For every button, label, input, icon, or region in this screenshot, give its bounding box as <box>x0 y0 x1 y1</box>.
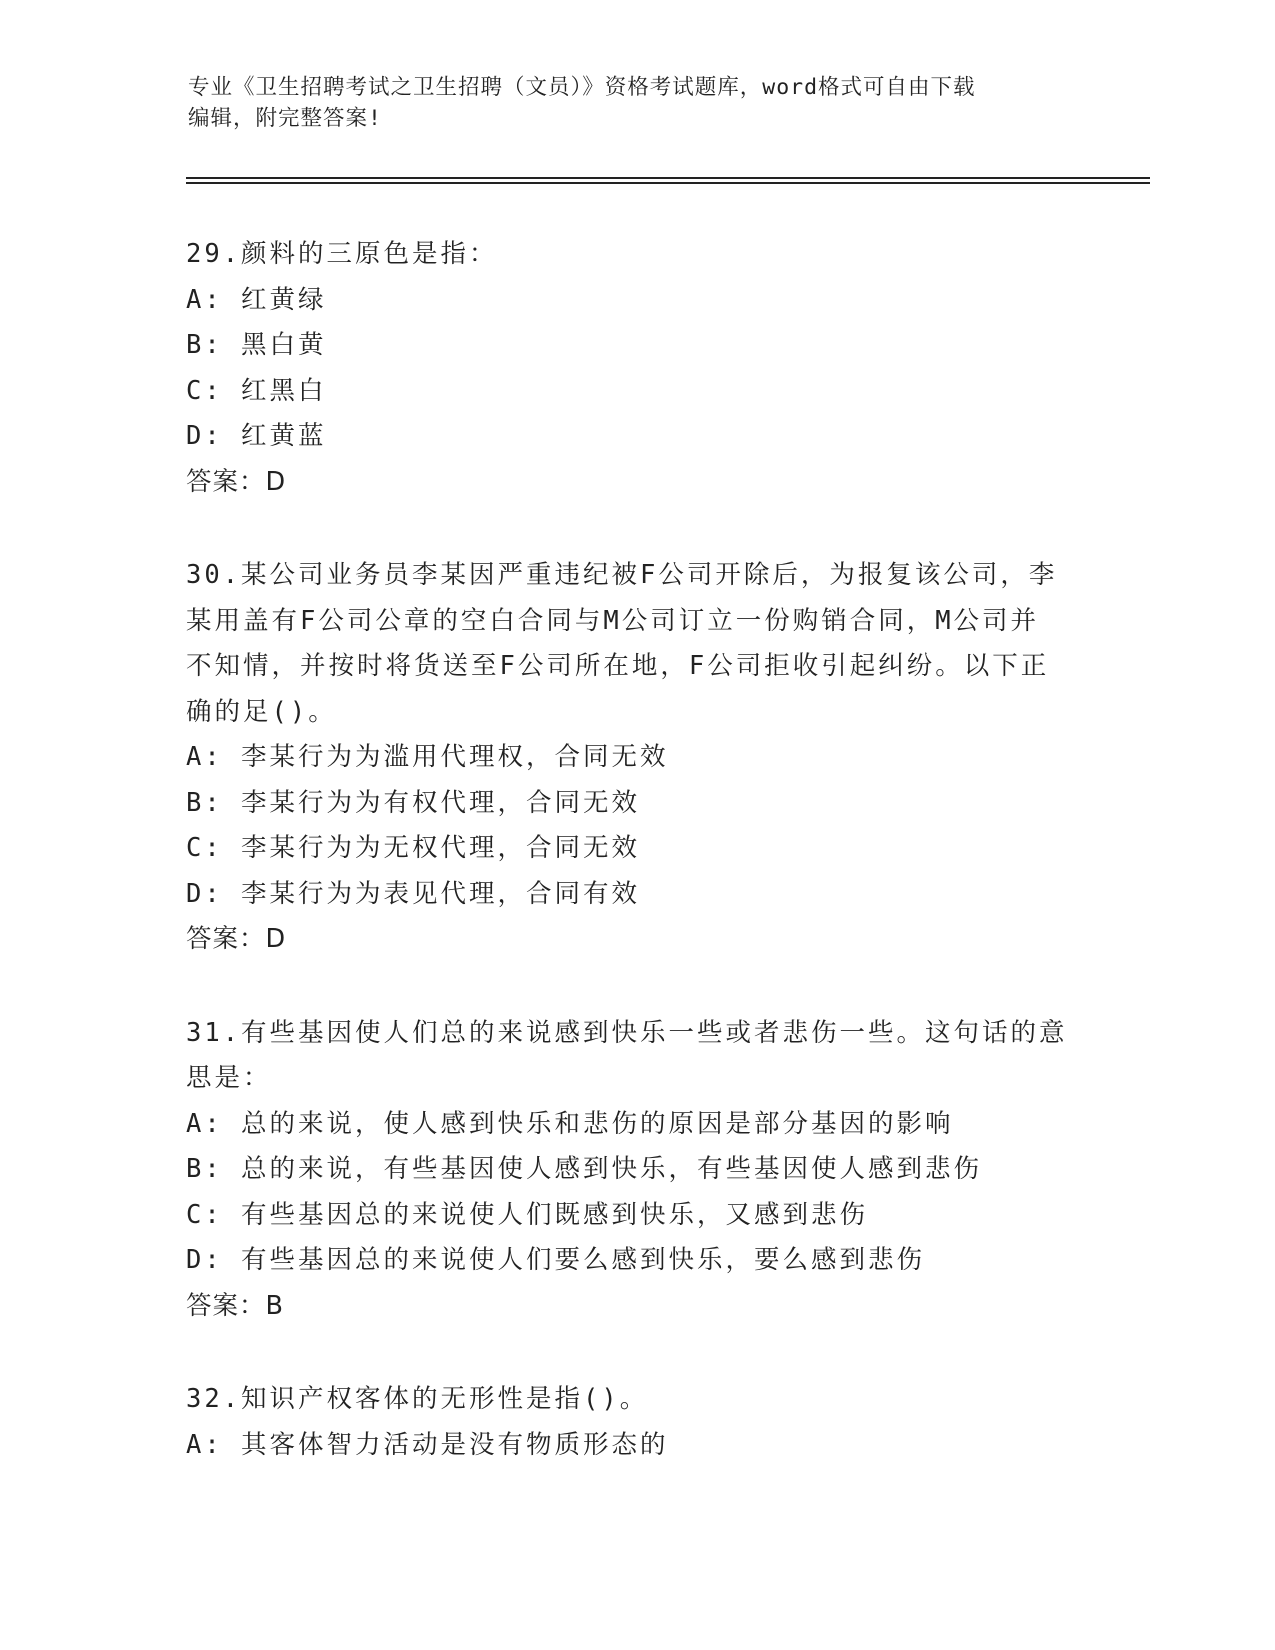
option-a: A: 总的来说，使人感到快乐和悲伤的原因是部分基因的影响 <box>186 1108 954 1139</box>
header-divider-bottom <box>186 182 1150 184</box>
header-line: 编辑，附完整答案! <box>188 106 382 131</box>
document-header <box>188 72 1068 134</box>
answer-line: 答案：D <box>186 466 287 497</box>
question-stem <box>186 1011 1086 1102</box>
question-31 <box>186 1011 1086 1330</box>
header-line: 专业《卫生招聘考试之卫生招聘（文员）》资格考试题库，word格式可自由下载 <box>188 75 976 100</box>
answer-line: 答案：D <box>186 924 287 954</box>
stem-line: 29.颜料的三原色是指： <box>186 239 498 269</box>
option-c: C: 有些基因总的来说使人们既感到快乐，又感到悲伤 <box>186 1199 869 1230</box>
option-a: A: 李某行为为滥用代理权，合同无效 <box>186 742 669 772</box>
stem-line: 30.某公司业务员李某因严重违纪被F公司开除后，为报复该公司，李 <box>186 560 1058 590</box>
option-d: D: 红黄蓝 <box>186 421 327 451</box>
question-29 <box>186 232 1086 505</box>
question-list <box>186 232 1086 1516</box>
stem-line: 思是： <box>186 1063 272 1093</box>
option-b: B: 总的来说，有些基因使人感到快乐，有些基因使人感到悲伤 <box>186 1154 983 1184</box>
stem-line: 某用盖有F公司公章的空白合同与M公司订立一份购销合同，M公司并 <box>186 605 1040 636</box>
answer-line: 答案：B <box>186 1290 284 1321</box>
option-b: B: 黑白黄 <box>186 330 327 360</box>
stem-line: 不知情，并按时将货送至F公司所在地，F公司拒收引起纠纷。以下正 <box>186 651 1050 681</box>
option-b: B: 李某行为为有权代理，合同无效 <box>186 787 641 818</box>
header-divider-top <box>186 177 1150 179</box>
option-a: A: 红黄绿 <box>186 284 327 315</box>
stem-line: 确的足()。 <box>186 696 337 727</box>
option-d: D: 李某行为为表见代理，合同有效 <box>186 878 641 909</box>
option-c: C: 红黑白 <box>186 375 327 406</box>
option-d: D: 有些基因总的来说使人们要么感到快乐，要么感到悲伤 <box>186 1245 926 1275</box>
question-30 <box>186 553 1086 963</box>
stem-line: 31.有些基因使人们总的来说感到快乐一些或者悲伤一些。这句话的意 <box>186 1017 1068 1048</box>
question-32 <box>186 1377 1086 1468</box>
question-stem <box>186 553 1086 735</box>
stem-line: 32.知识产权客体的无形性是指()。 <box>186 1384 649 1414</box>
option-c: C: 李某行为为无权代理，合同无效 <box>186 833 641 863</box>
question-stem <box>186 1377 1086 1423</box>
option-a: A: 其客体智力活动是没有物质形态的 <box>186 1429 669 1460</box>
question-stem <box>186 232 1086 278</box>
